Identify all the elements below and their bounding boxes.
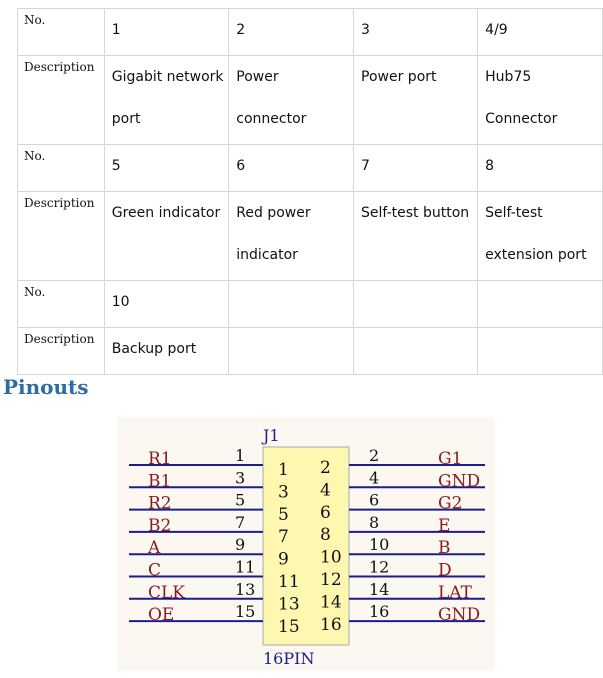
port-description: Self-test extension port bbox=[478, 192, 603, 281]
right-pin-number: 4 bbox=[369, 468, 380, 488]
inner-even-pin: 14 bbox=[320, 592, 342, 613]
left-signal-label: A bbox=[148, 538, 161, 559]
inner-even-pin: 6 bbox=[320, 502, 331, 523]
description-header: Description bbox=[18, 192, 105, 281]
inner-even-pin: 12 bbox=[320, 570, 342, 590]
port-number: 10 bbox=[104, 281, 229, 328]
table-row bbox=[18, 145, 603, 192]
table-row bbox=[18, 281, 603, 328]
right-pin-number: 10 bbox=[369, 535, 390, 555]
port-description: Self-test button bbox=[354, 192, 478, 281]
inner-even-pin: 8 bbox=[320, 525, 331, 546]
port-number bbox=[354, 281, 478, 328]
right-pin-number: 16 bbox=[369, 602, 390, 622]
left-signal-label: B1 bbox=[148, 471, 172, 492]
description-header: Description bbox=[18, 328, 105, 375]
inner-odd-pin: 13 bbox=[278, 594, 300, 615]
port-description: Power port bbox=[354, 56, 478, 145]
left-pin-number: 11 bbox=[235, 557, 256, 577]
left-pin-number: 9 bbox=[235, 535, 246, 555]
port-description: Green indicator bbox=[104, 192, 229, 281]
port-number: 2 bbox=[229, 9, 354, 56]
left-pin-number: 13 bbox=[235, 579, 256, 599]
inner-odd-pin: 1 bbox=[278, 460, 289, 480]
right-pin-number: 8 bbox=[369, 512, 380, 532]
description-header: Description bbox=[18, 56, 105, 145]
port-description: Red power indicator bbox=[229, 192, 354, 281]
left-signal-label: OE bbox=[148, 605, 175, 626]
right-signal-label: D bbox=[438, 560, 452, 581]
table-row bbox=[18, 192, 603, 281]
port-description: Hub75 Connector bbox=[478, 56, 603, 145]
right-signal-label: G2 bbox=[438, 493, 463, 514]
right-pin-number: 6 bbox=[369, 490, 380, 510]
left-pin-number: 5 bbox=[235, 490, 246, 510]
connector-footprint: 16PIN bbox=[263, 649, 315, 668]
port-number: 5 bbox=[104, 145, 229, 192]
ports-table bbox=[17, 8, 603, 375]
no-header: No. bbox=[18, 9, 105, 56]
no-header: No. bbox=[18, 145, 105, 192]
port-number: 4/9 bbox=[478, 9, 603, 56]
inner-even-pin: 2 bbox=[320, 458, 331, 478]
port-number bbox=[478, 281, 603, 328]
right-pin-number: 14 bbox=[369, 579, 390, 599]
left-pin-number: 3 bbox=[235, 468, 246, 488]
port-number: 8 bbox=[478, 145, 603, 192]
inner-odd-pin: 5 bbox=[278, 504, 289, 525]
left-pin-number: 7 bbox=[235, 512, 246, 532]
port-number: 1 bbox=[104, 9, 229, 56]
port-number: 7 bbox=[354, 145, 478, 192]
connector-schematic bbox=[117, 417, 495, 671]
port-description bbox=[229, 328, 354, 375]
right-pin-number: 2 bbox=[369, 446, 380, 465]
port-description: Gigabit network port bbox=[104, 56, 229, 145]
left-signal-label: CLK bbox=[148, 582, 185, 603]
inner-even-pin: 4 bbox=[320, 480, 331, 501]
inner-even-pin: 10 bbox=[320, 547, 342, 568]
port-number: 6 bbox=[229, 145, 354, 192]
port-description: Backup port bbox=[104, 328, 229, 375]
table-row bbox=[18, 9, 603, 56]
no-header: No. bbox=[18, 281, 105, 328]
inner-odd-pin: 15 bbox=[278, 616, 300, 637]
right-signal-label: E bbox=[438, 515, 451, 536]
connector-designator: J1 bbox=[263, 426, 280, 445]
port-description bbox=[354, 328, 478, 375]
left-pin-number: 15 bbox=[235, 602, 256, 622]
right-signal-label: GND bbox=[438, 471, 481, 492]
port-description: Power connector bbox=[229, 56, 354, 145]
left-signal-label: B2 bbox=[148, 515, 172, 536]
inner-even-pin: 16 bbox=[320, 614, 342, 635]
right-pin-number: 12 bbox=[369, 557, 390, 577]
port-description bbox=[478, 328, 603, 375]
right-signal-label: B bbox=[438, 538, 451, 559]
port-number bbox=[229, 281, 354, 328]
left-signal-label: R2 bbox=[148, 493, 172, 514]
port-number: 3 bbox=[354, 9, 478, 56]
left-pin-number: 1 bbox=[235, 446, 246, 465]
table-row bbox=[18, 56, 603, 145]
section-title: Pinouts bbox=[3, 375, 89, 399]
inner-odd-pin: 3 bbox=[278, 482, 289, 503]
inner-odd-pin: 7 bbox=[278, 527, 289, 548]
left-signal-label: R1 bbox=[148, 449, 172, 469]
right-signal-label: G1 bbox=[438, 449, 463, 469]
right-signal-label: GND bbox=[438, 605, 481, 626]
inner-odd-pin: 9 bbox=[278, 549, 289, 570]
left-signal-label: C bbox=[148, 560, 162, 581]
table-row bbox=[18, 328, 603, 375]
right-signal-label: LAT bbox=[438, 582, 472, 603]
inner-odd-pin: 11 bbox=[278, 572, 300, 592]
pinout-diagram bbox=[117, 417, 495, 671]
